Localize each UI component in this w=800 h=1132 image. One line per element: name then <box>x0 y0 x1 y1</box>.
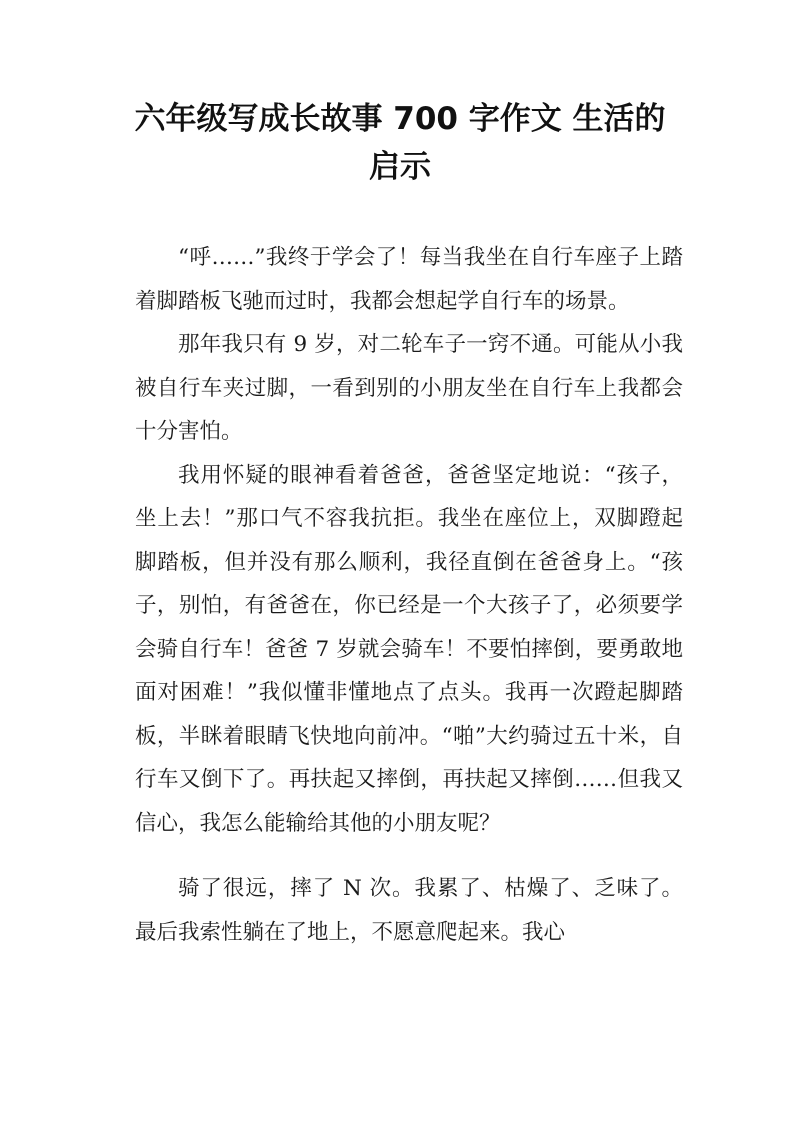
document-title <box>110 95 690 191</box>
article-body <box>135 236 683 954</box>
paragraph-2: 那年我只有 9 岁，对二轮车子一窍不通。可能从小我被自行车夹过脚，一看到别的小朋友坐在自行车上我都会十分害怕。 <box>135 332 683 444</box>
paragraph-3: 我用怀疑的眼神看着爸爸，爸爸坚定地说：“孩子，坐上去！”那口气不容我抗拒。我坐在座位上，双脚蹬起脚踏板，但并没有那么顺利，我径直倒在爸爸身上。“孩子，别怕，有爸爸在，你已经是一个大孩子了，必须要学会骑自行车！爸爸 7 岁就会骑车！不要怕摔倒，要勇敢地面对困难！”我似懂非懂地点了点头。我再一次蹬起脚踏板，半眯着眼睛飞快地向前冲。“啪”大约骑过五十米，自行车又倒下了。再扶起又摔倒，再扶起又摔倒……但我又信心，我怎么能输给其他的小朋友呢？ <box>135 462 683 836</box>
paragraph-1: “呼……”我终于学会了！每当我坐在自行车座子上踏着脚踏板飞驰而过时，我都会想起学自行车的场景。 <box>135 245 683 314</box>
title-line-2: 启示 <box>369 149 431 185</box>
title-line-1: 六年级写成长故事 700 字作文 生活的 <box>134 101 666 137</box>
paragraph-4: 骑了很远，摔了 N 次。我累了、枯燥了、乏味了。最后我索性躺在了地上，不愿意爬起来。我心 <box>135 876 683 945</box>
